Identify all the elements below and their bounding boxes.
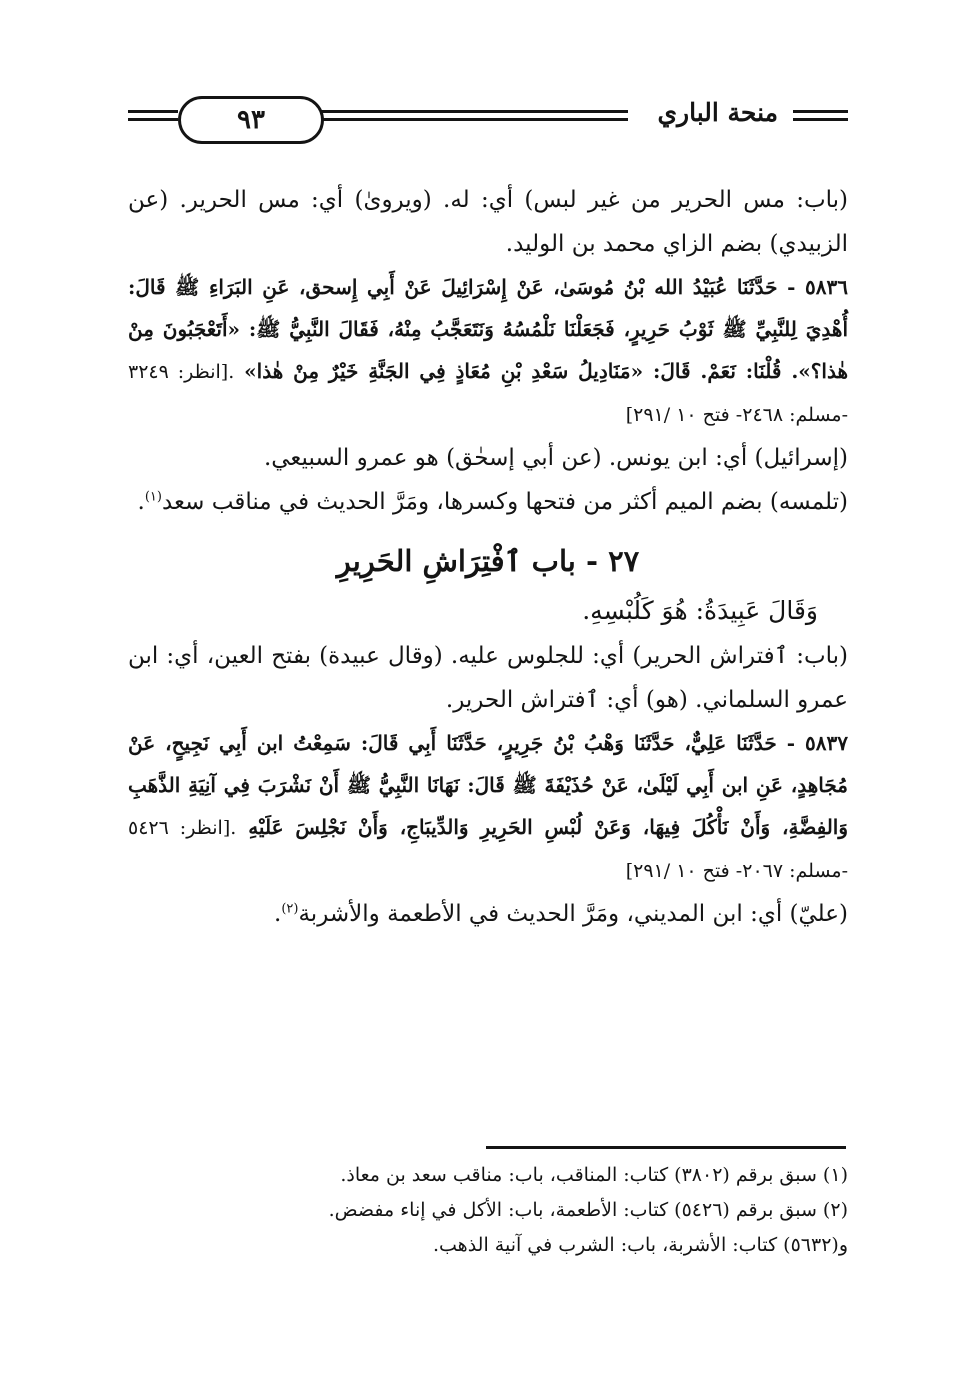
commentary-paragraph-3: (تلمسه) بضم الميم أكثر من فتحها وكسرها، ومَرَّ الحديث في مناقب سعد$^{(١)}$.	[137, 489, 848, 515]
commentary-paragraph-5-text: (عليّ) أي: ابن المديني، ومَرَّ الحديث في الأطعمة والأشربة	[298, 901, 848, 927]
footnote-marker-2: (٢)	[281, 901, 299, 917]
footnote-separator	[486, 1146, 846, 1149]
commentary-paragraph-3-text: (تلمسه) بضم الميم أكثر من فتحها وكسرها، ومَرَّ الحديث في مناقب سعد	[161, 489, 848, 515]
header-rule-right-2	[793, 118, 848, 121]
chapter-title: ٢٧ - باب ٱفْتِرَاشِ الحَرِيرِ	[336, 544, 640, 578]
commentary-paragraph-1: (باب: مس الحرير من غير لبس) أي: له. (ويروىٰ) أي: مس الحرير. (عن الزبيدي) بضم الزاي محمد بن الوليد.	[128, 187, 848, 257]
hadith-5836-reference: .[انظر: ٣٢٤٩ -مسلم: ٢٤٦٨- فتح ١٠ /٢٩١]	[128, 361, 848, 426]
footnote-2-continued: و(٥٦٣٢) كتاب: الأشربة، باب: الشرب في آنية الذهب.	[432, 1234, 848, 1256]
footnote-marker-1: (١)	[144, 489, 162, 505]
header-rule-middle	[318, 110, 628, 113]
commentary-paragraph-2: (إسرائيل) أي: ابن يونس. (عن أبي إسحٰق) هو عمرو السبيعي.	[263, 445, 848, 471]
header-rule-left-2	[128, 118, 178, 121]
hadith-5837-reference: .[انظر: ٥٤٢٦ -مسلم: ٢٠٦٧- فتح ١٠ /٢٩١]	[128, 817, 848, 882]
footnote-1: (١) سبق برقم (٣٨٠٢) كتاب: المناقب، باب: مناقب سعد بن معاذ.	[340, 1164, 848, 1186]
commentary-paragraph-5: (عليّ) أي: ابن المديني، ومَرَّ الحديث في الأطعمة والأشربة$^{(٢)}$.	[274, 901, 848, 927]
main-text	[128, 178, 848, 936]
header-rule-middle-2	[318, 118, 628, 121]
header-rule-left	[128, 110, 178, 113]
running-title: منحة الباري	[657, 98, 778, 127]
page-header	[128, 96, 848, 142]
page-number: ٩٣	[178, 96, 324, 144]
footnotes	[128, 1158, 848, 1263]
footnote-2: (٢) سبق برقم (٥٤٢٦) كتاب: الأطعمة، باب: الأكل في إناء مفضض.	[328, 1199, 848, 1221]
hadith-5837	[128, 722, 848, 892]
header-rule-right	[793, 110, 848, 113]
muallaq-statement: وَقَالَ عَبِيدَةُ: هُوَ كَلُبْسِهِ.	[582, 596, 818, 625]
hadith-5836-text: ٥٨٣٦ - حَدَّثَنَا عُبَيْدُ الله بْنُ مُوسَىٰ، عَنْ إِسْرَائِيلَ عَنْ أَبِي إِسحق، عَنِ البَرَاءِ ﷺ قَالَ: أُهْدِيَ لِلنَّبِيِّ ﷺ ثَوْبُ حَرِيرٍ، فَجَعَلْنَا نَلْمُسُهُ وَنَتَعَجَّبُ مِنْهُ، فَقَالَ النَّبِيُّ ﷺ: «أَتَعْجَبُونَ مِنْ هٰذا؟». قُلْنَا: نَعَمْ. قَالَ: «مَنَادِيلُ سَعْدِ بْنِ مُعَاذٍ فِي الجَنَّةِ خَيْرٌ مِنْ هٰذا»	[128, 275, 848, 383]
hadith-5837-text: ٥٨٣٧ - حَدَّثَنَا عَلِيٌّ، حَدَّثَنَا وَهْبُ بْنُ جَرِيرٍ، حَدَّثَنَا أَبِي قَالَ: سَمِعْتُ ابن أَبِي نَجِيحٍ، عَنْ مُجَاهِدٍ، عَنِ ابن أَبِي لَيْلَىٰ، عَنْ حُذَيْفَةَ ﷺ قَالَ: نَهَانَا النَّبِيُّ ﷺ أَنْ نَشْرَبَ فِي آنِيَةِ الذَّهَبِ وَالفِضَّةِ، وَأَنْ نَأْكُلَ فِيهَا، وَعَنْ لُبْسِ الحَرِيرِ وَالدِّيبَاجِ، وَأَنْ نَجْلِسَ عَلَيْهِ	[128, 731, 849, 839]
hadith-5836	[128, 266, 848, 436]
commentary-paragraph-4: (باب: ٱفتراش الحرير) أي: للجلوس عليه. (وقال عبيدة) بفتح العين، أي: ابن عمرو السلماني. (هو) أي: ٱفتراش الحرير.	[128, 643, 848, 713]
